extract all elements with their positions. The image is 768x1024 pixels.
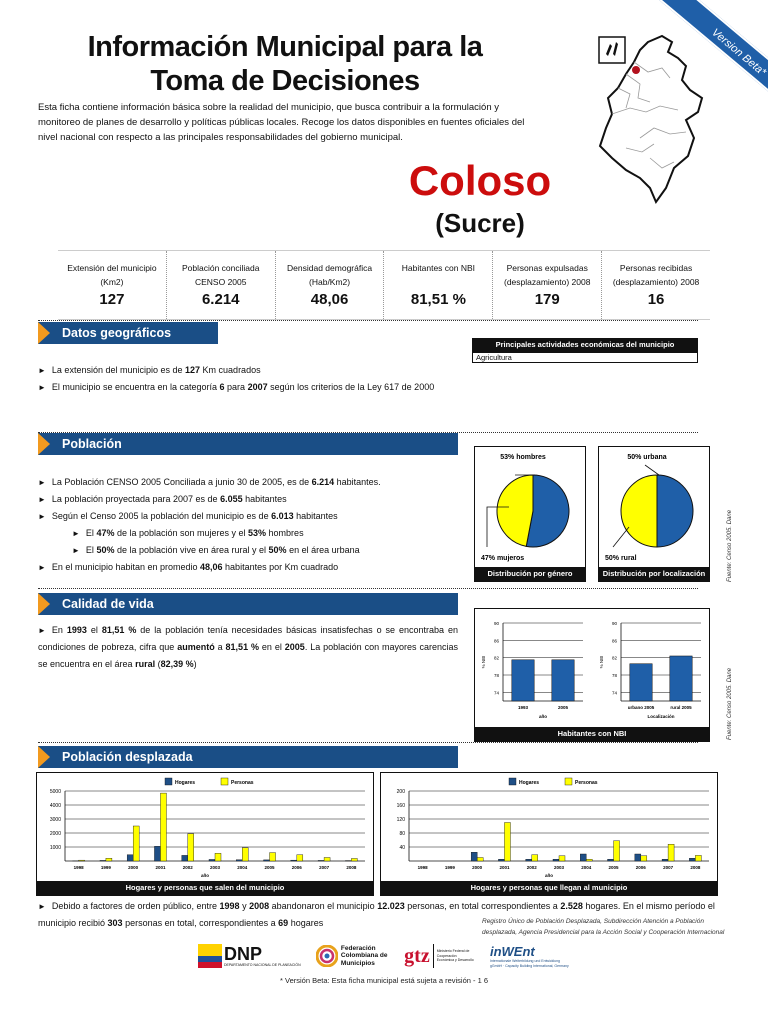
pop-bullet-3: ► Según el Censo 2005 la población del municipio es de 6.013 habitantes: [38, 511, 338, 521]
x-tick-label: 2005: [608, 865, 619, 870]
nbi-box: [474, 608, 710, 742]
activities-item: Agricultura: [472, 352, 698, 363]
activities-header: Principales actividades económicas del municipio: [472, 338, 698, 352]
bar-personas: [242, 848, 248, 861]
x-tick-label: 2000: [128, 865, 139, 870]
section-pop-title: Población: [38, 433, 458, 455]
y-tick-label: 78: [493, 673, 499, 678]
bar-hogares: [498, 859, 504, 861]
pop-bullets: [38, 474, 468, 576]
y-tick-label: 86: [493, 638, 499, 644]
bullet-arrow-icon: ►: [38, 366, 46, 375]
key-stats: [58, 250, 710, 320]
fcm-logo: Federación Colombiana de Municipios: [316, 945, 389, 968]
bullet-arrow-icon: ►: [38, 563, 46, 572]
y-tick-label: 160: [396, 803, 405, 809]
divider: [38, 588, 698, 589]
bullet-arrow-icon: ►: [38, 383, 46, 392]
stat-label: Personas expulsadas (desplazamiento) 2008: [503, 263, 591, 287]
islands-inset-icon: [598, 36, 626, 64]
stat-value: 127: [99, 291, 125, 308]
displaced-out-box: [36, 772, 374, 896]
stat-label: Personas recibidas (desplazamiento) 2008: [612, 263, 700, 287]
bar-hogares: [236, 860, 242, 861]
bullet-arrow-icon: ►: [38, 512, 46, 521]
x-tick-label: 2008: [346, 865, 357, 870]
municipality-name: Coloso: [408, 157, 552, 204]
bar-personas: [324, 858, 330, 862]
bullet-arrow-icon: ►: [72, 529, 80, 538]
y-tick-label: 86: [611, 638, 617, 644]
y-tick-label: 2000: [49, 831, 61, 837]
y-tick-label: 74: [611, 690, 617, 696]
x-axis-label: año: [538, 714, 548, 719]
bar-hogares: [471, 852, 477, 861]
divider: [38, 320, 698, 321]
y-tick-label: 4000: [49, 803, 61, 809]
y-tick-label: 78: [611, 673, 617, 678]
bar-hogares: [580, 854, 586, 861]
pie-gender-box: [474, 446, 586, 582]
x-tick-label: 2003: [553, 865, 565, 870]
stat-cell: [166, 251, 275, 319]
bar-hogares: [635, 854, 641, 861]
stat-cell: [58, 251, 166, 319]
pop-sub-bullet-2: ► El 50% de la población vive en área rural y el 50% en el área urbana: [72, 545, 360, 555]
bar-personas: [668, 844, 674, 861]
page-title: [60, 30, 510, 98]
x-tick-label: 2005: [557, 705, 569, 710]
gtz-logo: gtz Ministerio Federal de Cooperación Económica y Desarrollo: [404, 944, 474, 967]
y-axis-label: % NBI: [599, 655, 604, 669]
bar-hogares: [553, 859, 559, 861]
geo-bullet-1: ► La extensión del municipio es de 127 Km cuadrados: [38, 365, 261, 375]
title-line-1: Información Municipal para la: [87, 31, 483, 63]
stat-cell: [601, 251, 710, 319]
x-axis-label: Localización: [647, 714, 675, 719]
section-displaced: [38, 746, 458, 768]
bar: [670, 656, 692, 701]
stat-value: 6.214: [201, 291, 240, 308]
municipality-marker-icon: [632, 66, 640, 74]
displaced-out-caption: Hogares y personas que salen del municipio: [37, 881, 373, 895]
stat-label: Habitantes con NBI: [401, 263, 476, 273]
fcm-emblem-icon: [316, 945, 338, 967]
bullet-arrow-icon: ►: [38, 902, 46, 911]
legend-label: Hogares: [519, 780, 540, 786]
logos-row: [198, 940, 570, 972]
bar-personas: [297, 855, 303, 861]
bar-hogares: [182, 855, 188, 861]
displaced-in-box: [380, 772, 718, 896]
x-tick-label: 1999: [100, 865, 111, 870]
y-tick-label: 90: [493, 621, 499, 626]
x-tick-label: 2003: [209, 865, 221, 870]
bar: [630, 664, 652, 701]
section-life-title: Calidad de vida: [38, 593, 458, 615]
inwent-logo: inWEnt Internationale Weiterbildung und Entwicklung gGmbH · Capacity Building International, Germany: [489, 944, 569, 968]
bar-hogares: [608, 859, 614, 861]
bar-hogares: [291, 860, 297, 861]
x-tick-label: 2008: [690, 865, 701, 870]
legend-label: Personas: [575, 780, 598, 786]
x-tick-label: 2002: [182, 865, 193, 870]
section-geo: [38, 322, 218, 344]
bar-personas: [504, 823, 510, 862]
pie-slice-urbana: [657, 475, 693, 547]
y-axis-label: % NBI: [481, 655, 486, 669]
bar-personas: [215, 853, 221, 861]
y-tick-label: 82: [611, 655, 617, 661]
colombia-flag-icon: [198, 944, 222, 968]
bar-personas: [160, 793, 166, 861]
x-tick-label: urbano 2005: [627, 705, 655, 710]
bar-personas: [477, 858, 483, 862]
geo-bullet-2: ► El municipio se encuentra en la categoría 6 para 2007 según los criterios de la Ley 617 de 2000: [38, 382, 435, 392]
displaced-in-chart: [381, 773, 717, 881]
pie-gender-bottom-label: 47% mujeros: [481, 555, 525, 562]
x-tick-label: 2004: [581, 865, 592, 870]
beta-band-text: Version Beta*: [659, 0, 768, 110]
pie-gender-top-label: 53% hombres: [500, 454, 546, 461]
bar-hogares: [127, 855, 133, 861]
displaced-out-chart: [37, 773, 373, 881]
bar-personas: [79, 860, 85, 861]
section-pop: [38, 433, 458, 455]
divider: [38, 742, 698, 743]
bar-hogares: [689, 858, 695, 861]
bar-personas: [351, 858, 357, 861]
section-arrow-icon: [38, 433, 50, 455]
stat-label: Densidad demográfica (Hab/Km2): [287, 263, 373, 287]
x-tick-label: 2006: [635, 865, 646, 870]
pop-bullet-1: ► La Población CENSO 2005 Conciliada a junio 30 de 2005, es de 6.214 habitantes.: [38, 477, 381, 487]
x-tick-label: 1999: [444, 865, 455, 870]
stat-label: Extensión del municipio (Km2): [67, 263, 157, 287]
x-tick-label: 2000: [472, 865, 483, 870]
section-arrow-icon: [38, 746, 50, 768]
section-arrow-icon: [38, 322, 50, 344]
stat-value: 81,51 %: [410, 291, 466, 308]
pie-gender-caption: Distribución por género: [475, 567, 585, 581]
x-tick-label: rural 2005: [670, 705, 692, 710]
y-tick-label: 74: [493, 690, 499, 696]
stat-value: 16: [647, 291, 665, 308]
x-tick-label: 1998: [73, 865, 84, 870]
pie-zone-top-label: 50% urbana: [627, 454, 667, 461]
pie-zone-bottom-label: 50% rural: [605, 555, 637, 562]
x-tick-label: 1998: [417, 865, 428, 870]
pie-slice-rural: [621, 475, 657, 547]
x-tick-label: 1993: [517, 705, 529, 710]
pie-leader-line: [645, 465, 659, 475]
bar-personas: [133, 826, 139, 861]
y-tick-label: 120: [396, 817, 405, 823]
bullet-arrow-icon: ►: [72, 546, 80, 555]
section-geo-title: Datos geográficos: [38, 322, 218, 344]
pie-zone-box: [598, 446, 710, 582]
x-axis-label: año: [544, 873, 554, 878]
beta-footnote: * Versión Beta: Esta ficha municipal está sujeta a revisión - 1 6: [279, 976, 489, 985]
x-tick-label: 2001: [499, 865, 510, 870]
bar-personas: [586, 859, 592, 861]
legend-swatch: [565, 778, 572, 785]
bar-personas: [106, 858, 112, 861]
legend-swatch: [221, 778, 228, 785]
y-tick-label: 5000: [49, 789, 61, 795]
bullet-arrow-icon: ►: [38, 495, 46, 504]
geo-bullets: [38, 362, 458, 396]
y-tick-label: 1000: [49, 845, 61, 851]
bar-hogares: [662, 859, 668, 861]
stat-value: 179: [534, 291, 560, 308]
nbi-source: Fuente: Censo 2005. Dane: [727, 667, 733, 740]
x-tick-label: 2007: [663, 865, 674, 870]
x-tick-label: 2006: [291, 865, 302, 870]
x-tick-label: 2004: [237, 865, 248, 870]
stat-value: 48,06: [310, 291, 349, 308]
displaced-in-caption: Hogares y personas que llegan al municipio: [381, 881, 717, 895]
x-tick-label: 2001: [155, 865, 166, 870]
legend-label: Personas: [231, 780, 254, 786]
bar-hogares: [100, 860, 106, 861]
y-tick-label: 80: [399, 831, 405, 837]
dnp-logo: DNP DEPARTAMENTO NACIONAL DE PLANEACIÓN: [198, 944, 301, 968]
legend-swatch: [165, 778, 172, 785]
pop-bullet-2: ► La población proyectada para 2007 es de 6.055 habitantes: [38, 494, 287, 504]
bar-personas: [270, 853, 276, 861]
pie-slice-mujeres: [497, 475, 533, 546]
bar-personas: [641, 856, 647, 861]
bar-personas: [614, 841, 620, 861]
x-axis-label: año: [200, 873, 210, 878]
pie-gender: [475, 447, 585, 567]
y-tick-label: 82: [493, 655, 499, 661]
stat-cell: [492, 251, 601, 319]
section-displaced-title: Población desplazada: [38, 746, 458, 768]
stat-label: Población conciliada CENSO 2005: [181, 263, 260, 287]
stat-cell: [275, 251, 384, 319]
nbi-caption: Habitantes con NBI: [475, 727, 709, 741]
legend-swatch: [509, 778, 516, 785]
y-tick-label: 200: [396, 789, 405, 795]
pie-zone-caption: Distribución por localización: [599, 567, 709, 581]
nbi-chart-location: [593, 609, 711, 727]
pop-bullet-4: ► En el municipio habitan en promedio 48,06 habitantes por Km cuadrado: [38, 562, 339, 572]
life-paragraph: ► En 1993 el 81,51 % de la población tenía necesidades básicas insatisfechas o se encontraba en condiciones de pobreza, cifra que aumentó a 81,51 % en el 2005. La población con mayores carencias se encuentra en el área rural (82,39 %): [38, 625, 458, 669]
source-note: Registro Único de Población Desplazada, Subdirección Atención a Población desplazada, Agencia Presidencial para la Acción Social y Cooperación Internacional: [482, 918, 725, 936]
pie-leader-line: [613, 527, 629, 547]
bar-hogares: [526, 859, 532, 861]
x-tick-label: 2002: [526, 865, 537, 870]
x-tick-label: 2007: [319, 865, 330, 870]
bar-personas: [188, 834, 194, 861]
section-life: [38, 593, 458, 615]
x-tick-label: 2005: [264, 865, 275, 870]
title-line-2: Toma de Decisiones: [150, 65, 420, 97]
legend-label: Hogares: [175, 780, 196, 786]
bullet-arrow-icon: ►: [38, 626, 46, 635]
department-name: (Sucre): [435, 208, 525, 238]
bar-personas: [532, 855, 538, 861]
section-arrow-icon: [38, 593, 50, 615]
stat-cell: [383, 251, 492, 319]
bar-hogares: [318, 860, 324, 861]
bar-personas: [695, 855, 701, 861]
bar-hogares: [154, 846, 160, 861]
pie-source: Fuente: Censo 2005. Dane: [727, 509, 733, 582]
bar-personas: [559, 856, 565, 861]
y-tick-label: 3000: [49, 817, 61, 823]
intro-text: Esta ficha contiene información básica sobre la realidad del municipio, que busca contribuir a la formulación y monitoreo de planes de desarrollo y políticas públicas locales. Recoge los datos disponibles en fuentes oficiales del nivel nacional con respecto a las principales responsabilidades del gobierno municipal.: [38, 102, 525, 143]
y-tick-label: 40: [399, 845, 405, 851]
bar: [552, 660, 574, 701]
y-tick-label: 90: [611, 621, 617, 626]
nbi-chart-year: [475, 609, 593, 727]
pie-zone: [599, 447, 709, 567]
bar-hogares: [209, 859, 215, 861]
displaced-paragraph: ► Debido a factores de orden público, entre 1998 y 2008 abandonaron el municipio 12.023 personas, en total correspondientes a 2.528 hogares. En el mismo período el municipio recibió 303 personas en total, correspondientes a 69 hogares: [38, 901, 715, 928]
pop-sub-bullet-1: ► El 47% de la población son mujeres y el 53% hombres: [72, 528, 304, 538]
bullet-arrow-icon: ►: [38, 478, 46, 487]
bar: [512, 660, 534, 701]
bar-hogares: [264, 860, 270, 861]
